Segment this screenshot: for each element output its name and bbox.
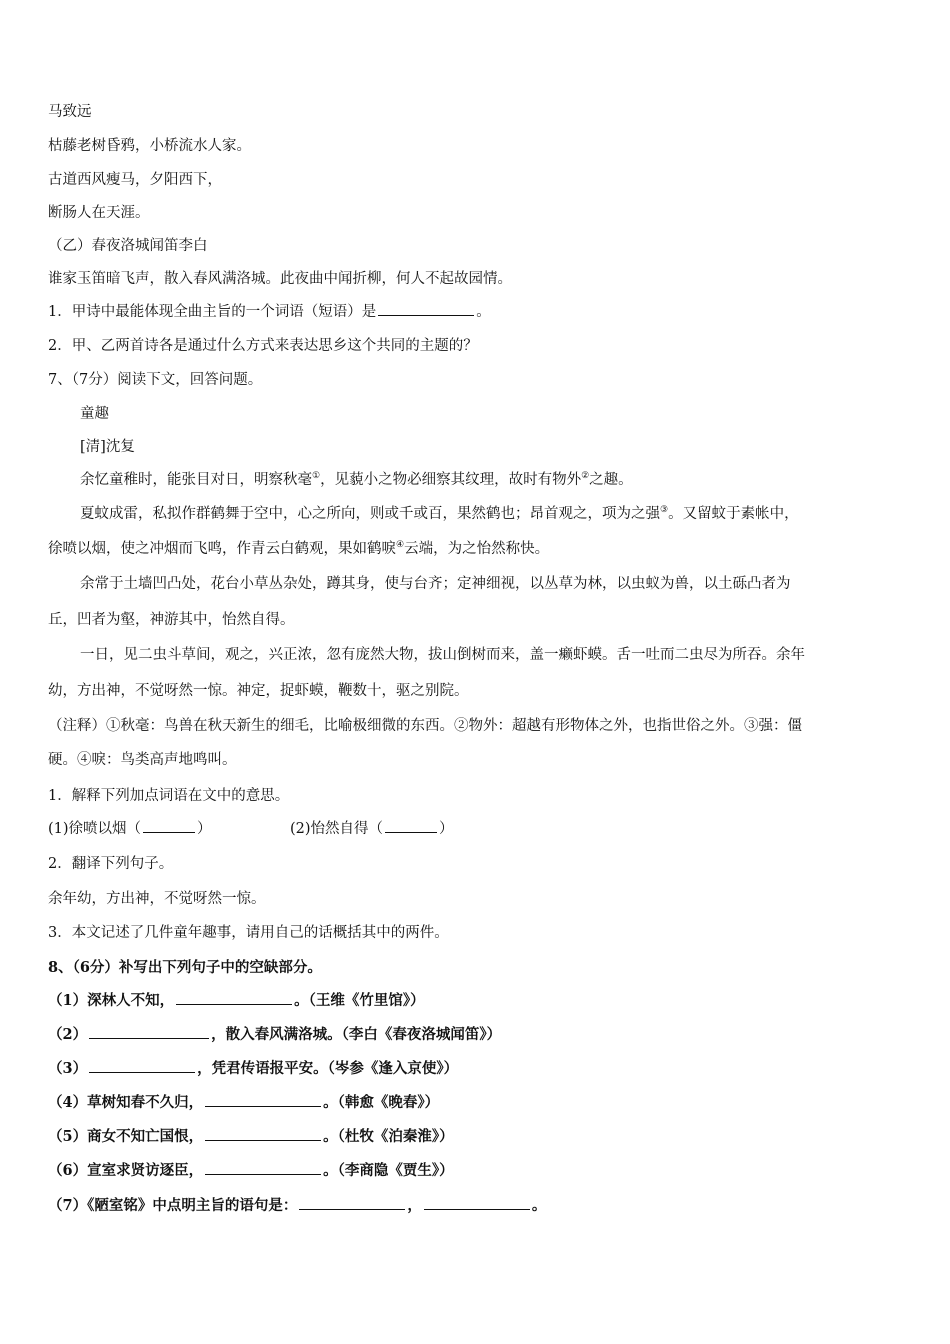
q7-note-marker-1: ① (312, 471, 321, 482)
q8-item4-suffix: 。（韩愈《晚春》） (323, 1094, 440, 1111)
q8-item-4 (48, 1092, 910, 1114)
q6-sub2: 2．甲、乙两首诗各是通过什么方式来表达思乡这个共同的主题的？ (48, 338, 478, 354)
q8-heading: 8、（6分）补写出下列句子中的空缺部分。 (48, 959, 322, 976)
poem-yi-text: 谁家玉笛暗飞声，散入春风满洛城。此夜曲中闻折柳，何人不起故园情。 (48, 271, 512, 287)
q8-item-6 (48, 1160, 910, 1182)
q7-sub2: 2．翻译下列句子。 (48, 856, 174, 872)
q7-sub1-item1-prefix: (1)徐喷以烟（ (48, 821, 142, 837)
q7-paragraph-4-line1: 一日，见二虫斗草间，观之，兴正浓，忽有庞然大物，拔山倒树而来，盖一癞虾蟆。舌一吐而二虫尽为所吞。余年 (80, 647, 805, 663)
q8-item2-blank[interactable] (89, 1024, 209, 1039)
q7-paragraph-2-line2 (48, 538, 910, 560)
q7-p1-text-c: 之趣。 (589, 472, 633, 488)
q7-sub1-item2 (290, 818, 454, 840)
q6-sub1-prefix: 1．甲诗中最能体现全曲主旨的一个词语（短语）是 (48, 304, 377, 320)
q7-sub1: 1．解释下列加点词语在文中的意思。 (48, 788, 290, 804)
q8-item6-blank[interactable] (205, 1160, 321, 1175)
q7-sub1-item1-blank[interactable] (143, 818, 195, 833)
q8-item3-blank[interactable] (89, 1058, 195, 1073)
q7-sub2-sentence: 余年幼，方出神，不觉呀然一惊。 (48, 891, 266, 907)
poem-jia-line3: 断肠人在天涯。 (48, 205, 150, 221)
q7-notes-line1: （注释）①秋毫：鸟兽在秋天新生的细毛，比喻极细微的东西。②物外：超越有形物体之外，也指世俗之外。③强：僵 (48, 718, 802, 734)
q6-sub1 (48, 301, 910, 323)
poem-jia-author: 马致远 (48, 104, 92, 120)
q8-item-7 (48, 1195, 910, 1217)
q8-item-2 (48, 1024, 910, 1046)
q7-p1-text-b: ，见藐小之物必细察其纹理，故时有物外 (320, 472, 582, 488)
q7-sub1-item2-prefix: (2)怡然自得（ (290, 821, 384, 837)
q7-paragraph-1 (80, 469, 910, 491)
q7-note-marker-4: ④ (396, 540, 405, 551)
q8-item5-suffix: 。（杜牧《泊秦淮》） (323, 1128, 454, 1145)
q8-item4-prefix: （4）草树知春不久归， (48, 1094, 204, 1111)
q8-item7-blank-1[interactable] (299, 1195, 405, 1210)
q8-item5-blank[interactable] (205, 1126, 321, 1141)
q7-note-marker-3: ③ (660, 505, 669, 516)
q8-item7-mid: ， (407, 1197, 422, 1214)
q7-author: [清]沈复 (80, 439, 135, 455)
q7-p1-text-a: 余忆童稚时，能张目对日，明察秋毫 (80, 472, 312, 488)
q7-p2-text-b: 。又留蚊于素帐中， (668, 506, 799, 522)
q8-item3-suffix: ，凭君传语报平安。（岑参《逢入京使》） (197, 1060, 459, 1077)
q7-p2-text-d: 云端，为之怡然称快。 (404, 541, 550, 557)
q8-item7-suffix: 。 (531, 1197, 547, 1214)
q7-paragraph-4-line2: 幼，方出神，不觉呀然一惊。神定，捉虾蟆，鞭数十，驱之别院。 (48, 683, 469, 699)
q7-p2-text-a: 夏蚊成雷，私拟作群鹤舞于空中，心之所向，则或千或百，果然鹤也；昂首观之，项为之强 (80, 506, 660, 522)
q7-paragraph-3-line2: 丘，凹者为壑，神游其中，怡然自得。 (48, 612, 295, 628)
q8-item-5 (48, 1126, 910, 1148)
q7-sub1-item1 (48, 821, 212, 837)
q8-item7-blank-2[interactable] (424, 1195, 530, 1210)
q7-sub1-item2-suffix: ） (439, 821, 454, 837)
q8-item2-prefix: （2） (48, 1026, 88, 1043)
q7-sub1-item2-blank[interactable] (385, 818, 437, 833)
q8-item6-suffix: 。（李商隐《贾生》） (323, 1162, 454, 1179)
q7-sub3: 3．本文记述了几件童年趣事，请用自己的话概括其中的两件。 (48, 925, 449, 941)
q7-paragraph-3-line1: 余常于土墙凹凸处，花台小草丛杂处，蹲其身，使与台齐；定神细视，以丛草为林，以虫蚁为兽，以土砾凸者为 (80, 576, 791, 592)
q8-item-1 (48, 990, 910, 1012)
poem-yi-heading: （乙）春夜洛城闻笛李白 (48, 238, 208, 254)
poem-jia-line2: 古道西风瘦马，夕阳西下， (48, 172, 222, 188)
q8-item2-suffix: ，散入春风满洛城。（李白《春夜洛城闻笛》） (211, 1026, 502, 1043)
q6-sub1-suffix: 。 (476, 304, 491, 320)
q7-title: 童趣 (80, 406, 109, 422)
q7-sub1-item1-suffix: ） (197, 821, 212, 837)
q8-item7-prefix: （7）《陋室铭》中点明主旨的语句是： (48, 1197, 298, 1214)
q7-notes-line2: 硬。④唳：鸟类高声地鸣叫。 (48, 752, 237, 768)
q8-item3-prefix: （3） (48, 1060, 88, 1077)
q7-paragraph-2-line1 (80, 503, 910, 525)
q8-item6-prefix: （6）宣室求贤访逐臣， (48, 1162, 204, 1179)
q8-item1-suffix: 。（王维《竹里馆》） (294, 992, 425, 1009)
q7-p2-text-c: 徐喷以烟，使之冲烟而飞鸣，作青云白鹤观，果如鹤唳 (48, 541, 396, 557)
q7-heading: 7、（7分）阅读下文，回答问题。 (48, 372, 263, 388)
q8-item1-prefix: （1）深林人不知， (48, 992, 175, 1009)
poem-jia-line1: 枯藤老树昏鸦，小桥流水人家。 (48, 138, 251, 154)
q8-item1-blank[interactable] (176, 990, 292, 1005)
q7-sub1-items (48, 818, 910, 840)
q8-item4-blank[interactable] (205, 1092, 321, 1107)
q8-item5-prefix: （5）商女不知亡国恨， (48, 1128, 204, 1145)
q7-note-marker-2: ② (581, 471, 590, 482)
q6-sub1-blank[interactable] (378, 301, 474, 316)
q8-item-3 (48, 1058, 910, 1080)
